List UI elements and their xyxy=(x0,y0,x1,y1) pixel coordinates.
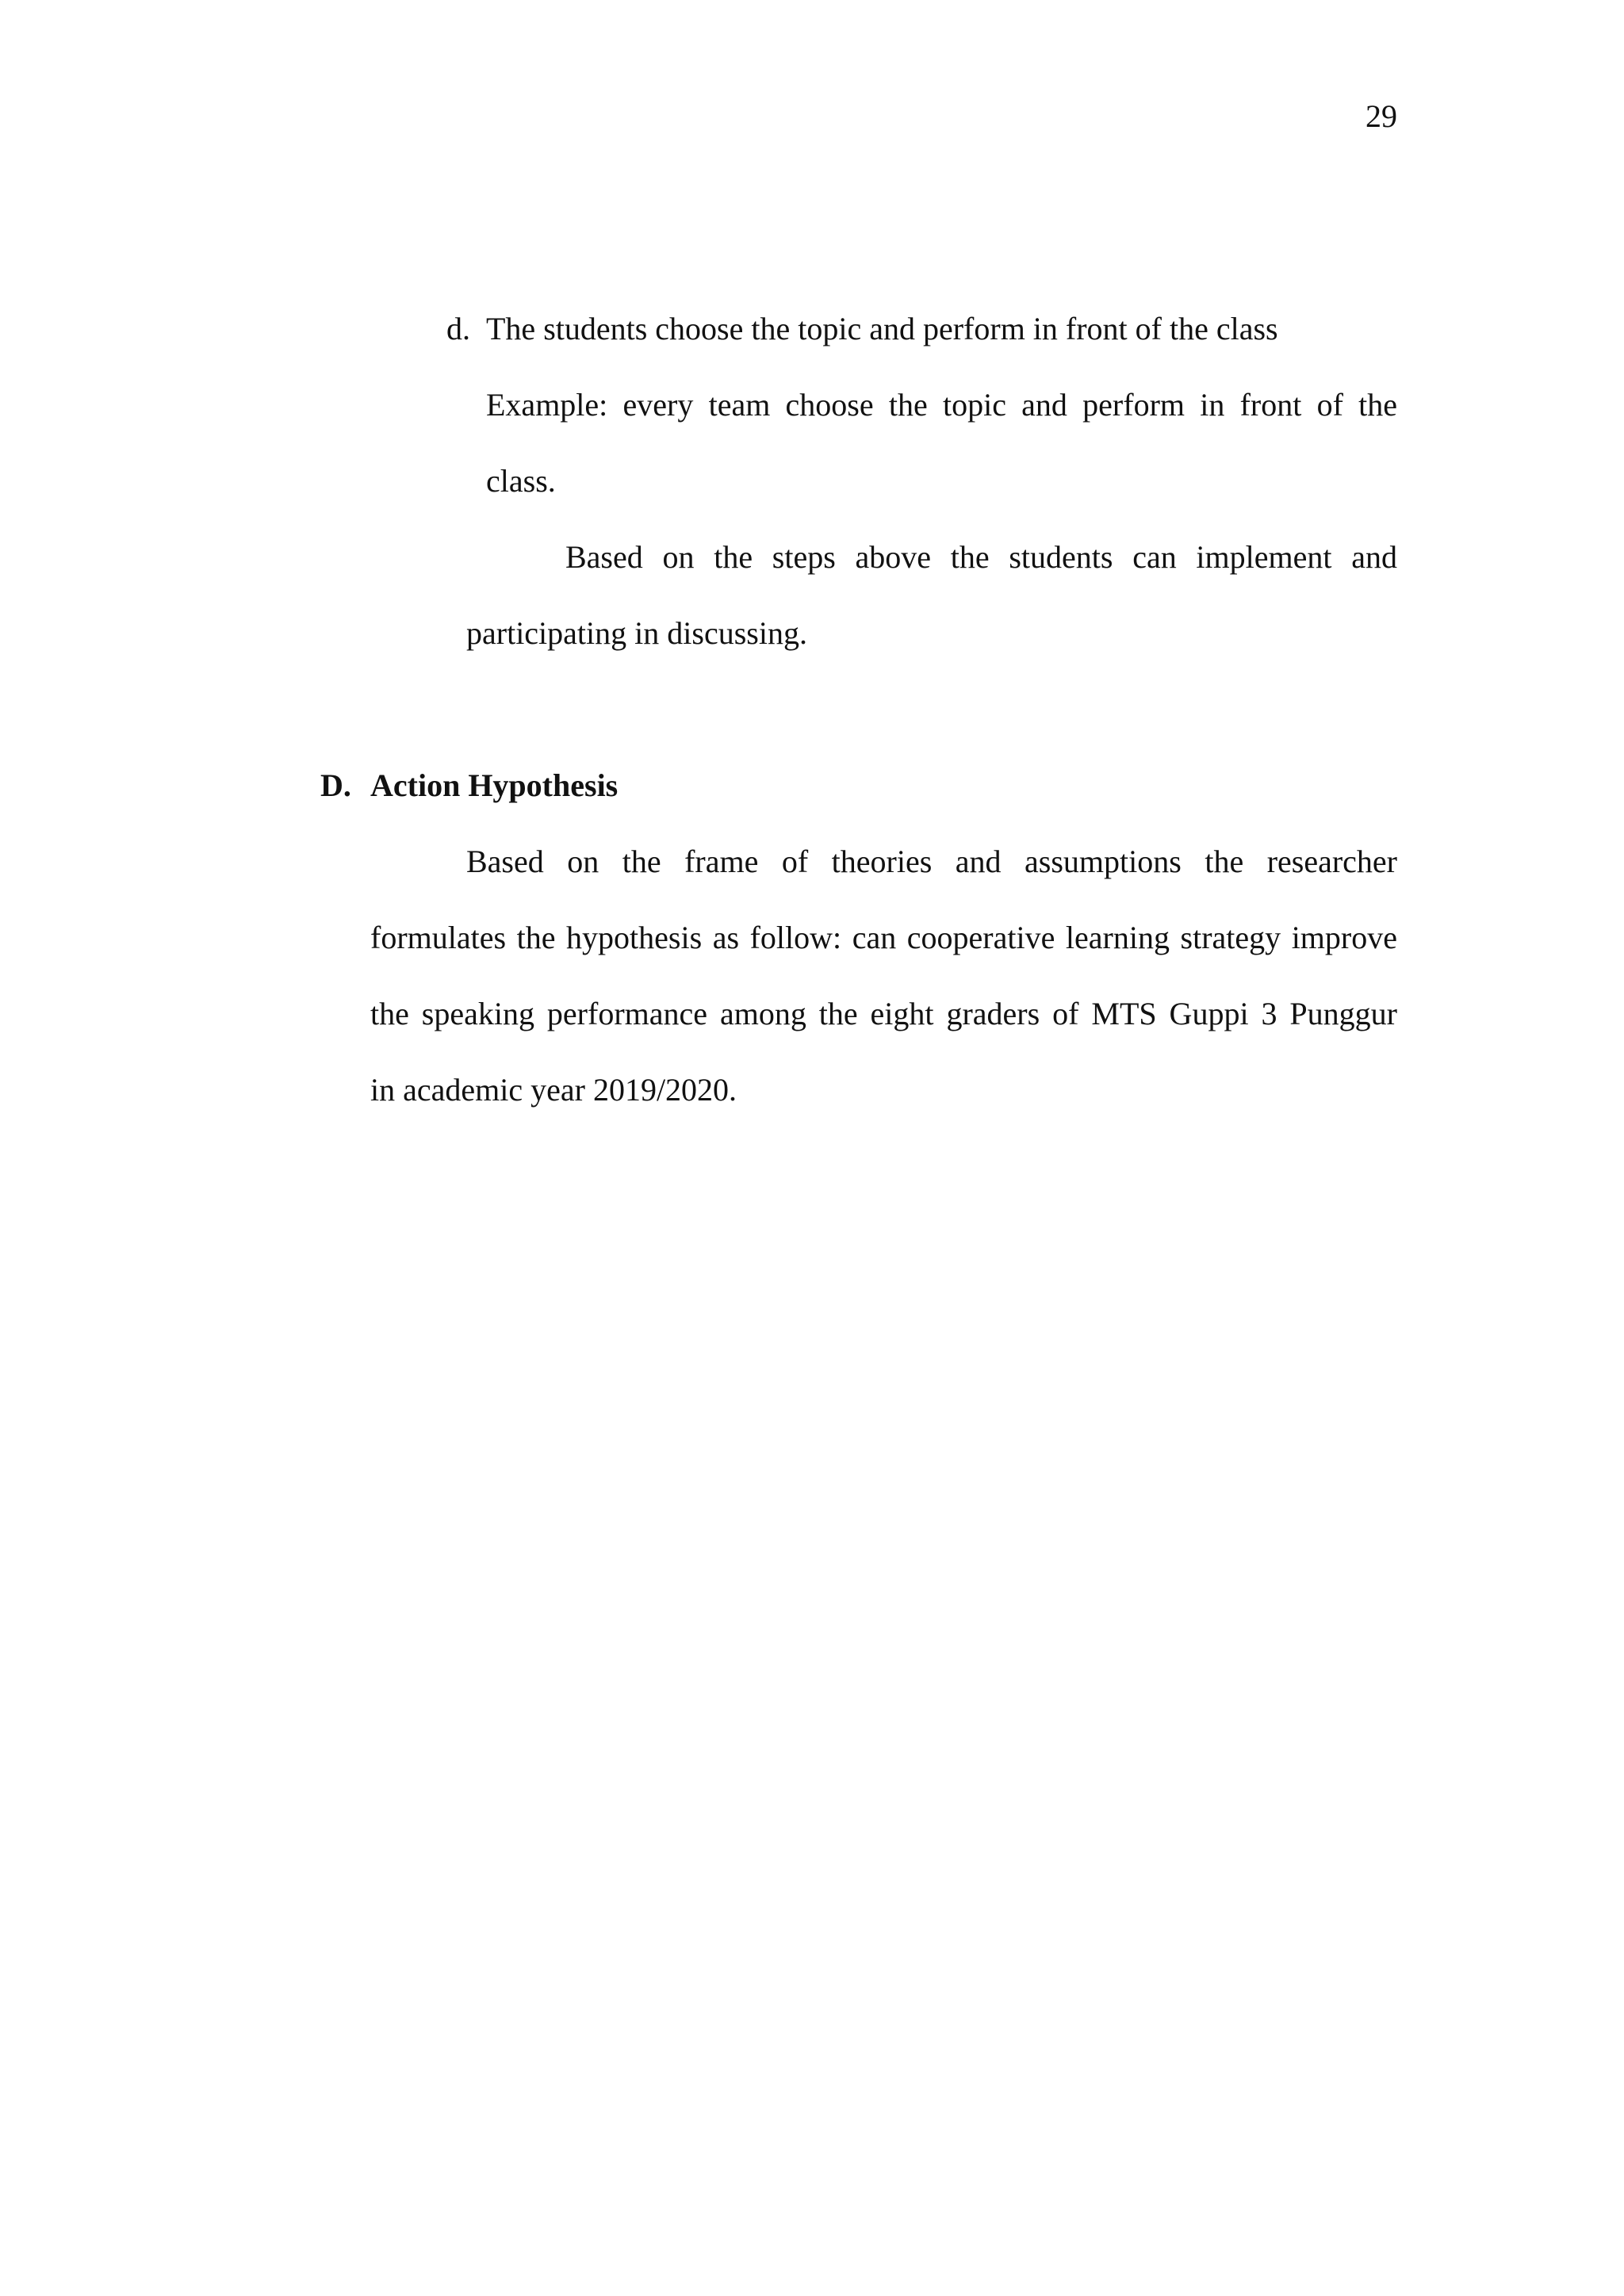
list-item-d-example-line-1: Example: every team choose the topic and perform in front of the xyxy=(486,387,1397,423)
summary-paragraph-line-1: Based on the steps above the students can implement and xyxy=(565,539,1397,575)
list-item-d-example-line-2: class. xyxy=(486,463,556,499)
hypothesis-paragraph-line-2: formulates the hypothesis as follow: can cooperative learning strategy improve xyxy=(370,920,1397,955)
hypothesis-paragraph-line-4: in academic year 2019/2020. xyxy=(370,1072,737,1108)
page-number: 29 xyxy=(1365,98,1397,134)
list-item-d-text: The students choose the topic and perform in front of the class xyxy=(486,311,1278,346)
summary-paragraph-line-2: participating in discussing. xyxy=(466,615,807,651)
section-heading: Action Hypothesis xyxy=(370,767,619,803)
hypothesis-paragraph-line-1: Based on the frame of theories and assumptions the researcher xyxy=(466,844,1397,879)
list-marker-d: d. xyxy=(446,311,470,346)
section-marker-d: D. xyxy=(320,767,351,803)
hypothesis-paragraph-line-3: the speaking performance among the eight graders of MTS Guppi 3 Punggur xyxy=(370,996,1397,1031)
